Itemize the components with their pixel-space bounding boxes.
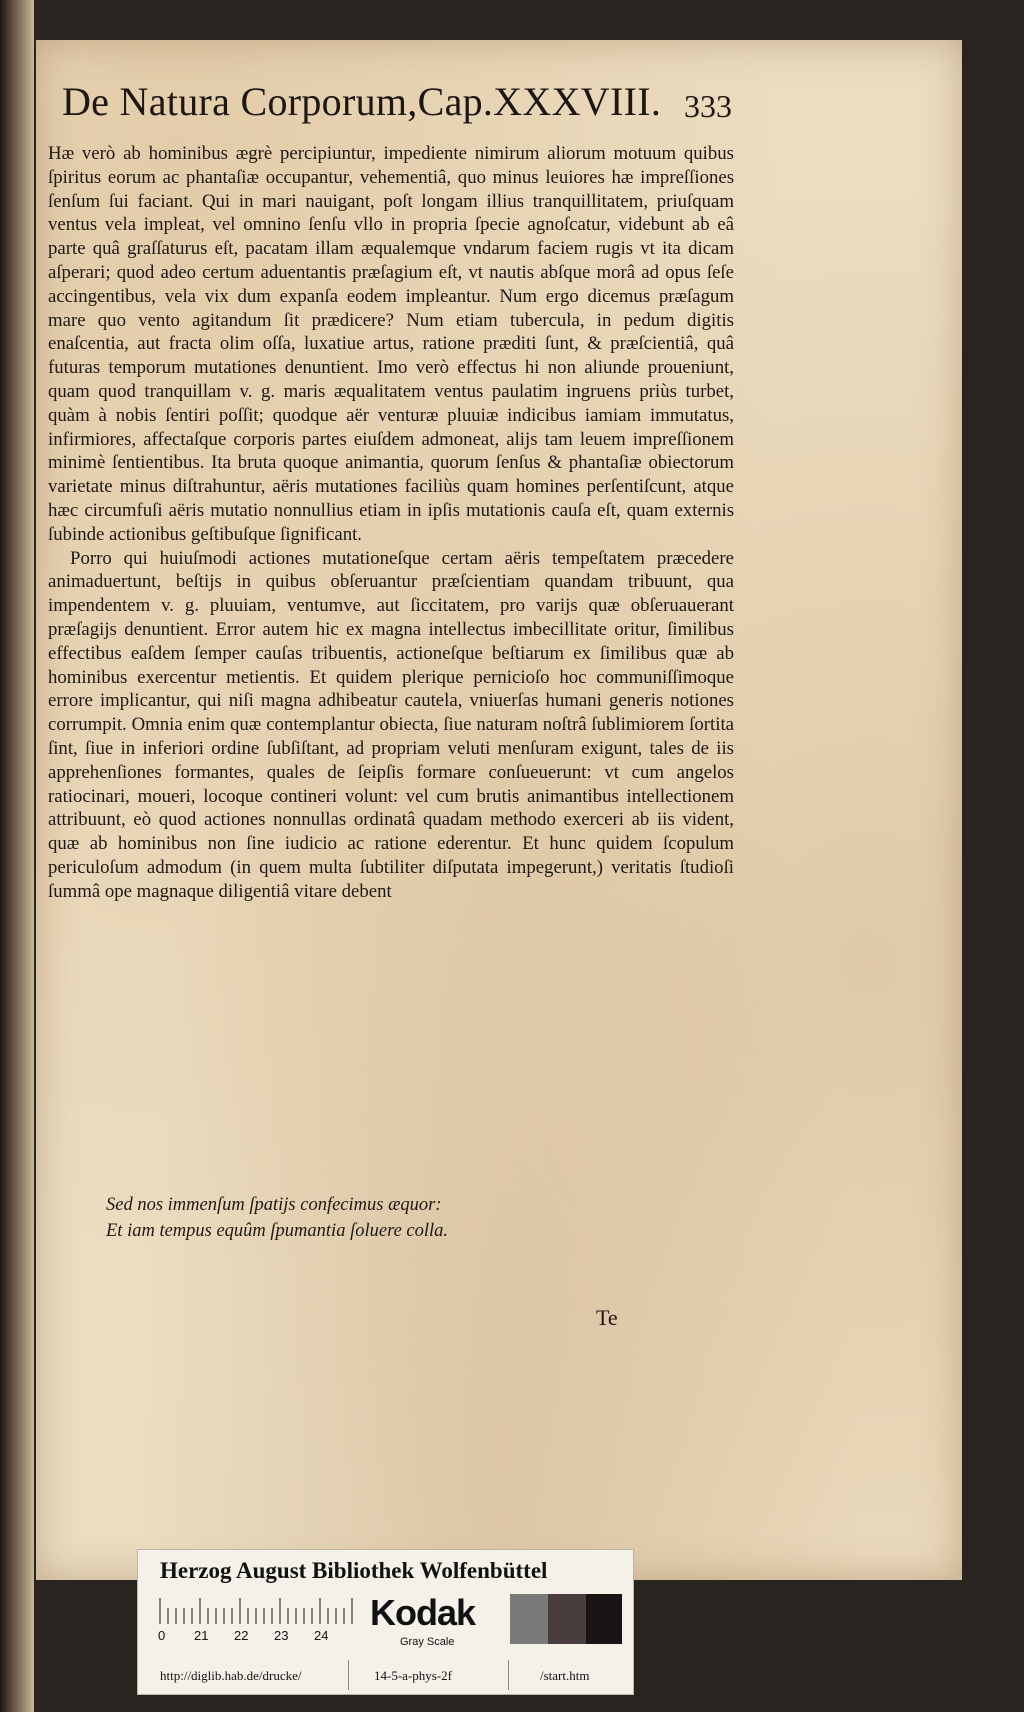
page-number: 333	[684, 88, 732, 124]
url-suffix: /start.htm	[540, 1668, 590, 1683]
paragraph: Porro qui huiuſmodi actiones mutationeſque certam aëris tempeſtatem præcedere animaduertunt, beſtijs in quibus obſeruantur præſcientiam quandam tribuunt, qua impendentem v. g. pluuiam, ventumve, aut ſiccitatem, pro varijs quæ obſeruauerant præſagijs denuntient. Error autem hic ex magna intellectus imbecillitate oritur, ſimilibus effectibus eaſdem ſemper cauſas tribuentis, actioneſque beſtiarum ex ſimilibus quæ ab hominibus exercentur metientis. Et quidem plerique pernicioſo hoc communiſſimoque errore implicantur, qui niſi magna adhibeatur cautela, vniuerſas humani generis notiones corrumpit. Omnia enim quæ contemplantur obiecta, ſiue naturam noſtrâ ſublimiorem ſortita ſint, ſiue in inferiori ordine ſubſiſtant, ad propriam veluti menſuram exigunt, tales de iis apprehenſiones formantes, quales de ſeipſis formare conſueuerunt: vt cum angelos ratiocinari, moueri, locoque contineri volunt: vel cum brutis animantibus intellectionem attribuunt, eò quod actiones nonnullas ordinatâ quadam methodo exerceri ab iis vident, quæ ab hominibus non ſine iudicio ac ratione ederentur. Et hunc quidem ſcopulum periculoſum admodum (in quem multa ſubtiliter diſputata impegerunt,) veritatis ſtudioſi ſummâ ope magnaque diligentiâ vitare debent	[48, 547, 734, 902]
divider	[348, 1660, 349, 1690]
book-spine-edge	[0, 0, 34, 1712]
kodak-logo: Kodak	[370, 1592, 476, 1633]
gray-scale-label: Gray Scale	[400, 1636, 455, 1648]
verse-line: Sed nos immenſum ſpatijs confecimus æquor:	[106, 1195, 442, 1215]
verse-line: Et iam tempus equûm ſpumantia ſoluere colla.	[106, 1221, 449, 1241]
paragraph: Hæ verò ab hominibus ægrè percipiuntur, impediente nimirum aliorum motuum quibus ſpiritus eorum ac phantaſiæ occupantur, vehementiâ, quo minus leuiores hæ impreſſiones ſenſum ſui faciant. Qui in mari nauigant, poſt longam illius tranquillitatem, priuſquam ventus vela impleat, vel omnino ſenſu vllo in propria ſpecie agnoſcatur, videbunt ab eâ parte quâ graſſaturus eſt, pacatam illam æqualemque vndarum faciem rugis vt ita dicam aſperari; quod adeo certum aduentantis præſagium eſt, vt nautis abſque morâ ad opus ſeſe accingentibus, vela vix dum expanſa eodem impleantur. Num ergo dicemus præſagum mare quo vento agitandum ſit prædicere? Num etiam tubercula, in pedum digitis enaſcentia, aut fracta olim oſſa, luxatiue artus, ratione præditi ſunt, & præſcientiâ, quâ futuras temporum mutationes denuntient. Imo verò effectus hi non aliunde proueniunt, quam quod tranquillam v. g. maris æqualitatem ventus paulatim ingruens priùs turbet, quàm à nobis ſentiri poſſit; quodque aër venturæ pluuiæ indicibus iamiam immutatus, infirmiores, affectaſque corporis partes eiuſdem admoneat, alijs tam leuem impreſſionem minimè ſentientibus. Ita bruta quoque animantia, quorum ſenſus & phantaſiæ obiectorum varietate minus diſtrahuntur, aëris mutationes faciliùs quam homines perſentiſcunt, atque hæc circumfuſi aëris mutatio nonnullius etiam in ipſis mutationis cauſa eſt, quam externis ſubinde actionibus geſtibuſque ſignificant.	[48, 143, 734, 545]
body-text	[48, 142, 734, 904]
ruler-label: 22	[234, 1628, 249, 1643]
running-head	[62, 78, 732, 138]
catchword: Te	[596, 1305, 618, 1330]
running-head-title: De Natura Corporum,Cap.XXXVIII.	[62, 79, 662, 124]
verse-quotation	[106, 1192, 626, 1244]
ruler-label: 0	[158, 1628, 166, 1643]
divider	[508, 1660, 509, 1690]
url-base: http://diglib.hab.de/drucke/	[160, 1668, 302, 1683]
url-shelfmark: 14-5-a-phys-2f	[374, 1668, 452, 1683]
ruler-label: 23	[274, 1628, 289, 1643]
ruler-label: 24	[314, 1628, 329, 1643]
gray-swatch	[548, 1594, 586, 1644]
gray-swatch	[510, 1594, 548, 1644]
library-name: Herzog August Bibliothek Wolfenbüttel	[160, 1558, 548, 1583]
kodak-color-strip	[137, 1549, 634, 1695]
ruler-icon	[158, 1594, 358, 1626]
gray-swatch	[586, 1594, 622, 1644]
ruler-label: 21	[194, 1628, 209, 1643]
